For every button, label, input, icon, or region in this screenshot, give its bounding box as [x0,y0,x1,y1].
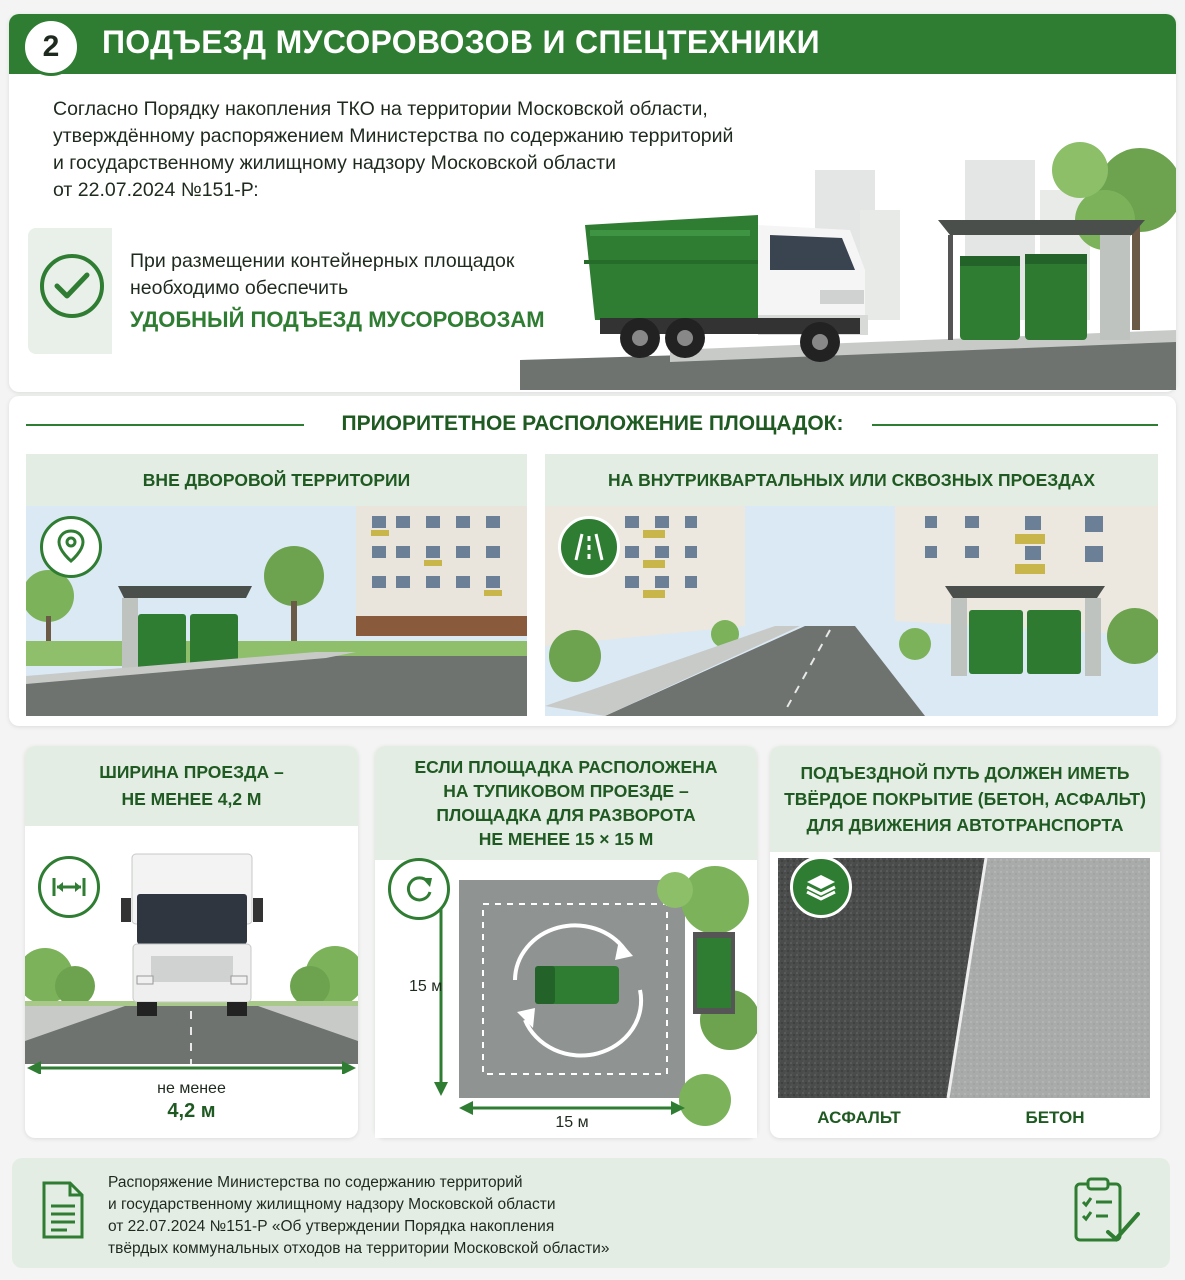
surface-title-line: ТВЁРДОЕ ПОКРЫТИЕ (БЕТОН, АСФАЛЬТ) [784,789,1146,809]
requirement-line: необходимо обеспечить [130,277,349,299]
outside-yard-illustration [26,506,527,716]
asphalt-label: АСФАЛЬТ [778,1100,940,1136]
panel-header: ВНЕ ДВОРОВОЙ ТЕРРИТОРИИ [26,454,527,506]
u-turn-icon [388,858,450,920]
width-caption-small: не менее [157,1080,226,1097]
intro-line: и государственному жилищному надзору Московской области [53,152,616,174]
panel-header: НА ВНУТРИКВАРТАЛЬНЫХ ИЛИ СКВОЗНЫХ ПРОЕЗДАХ [545,454,1158,506]
width-caption-value: 4,2 м [167,1100,216,1122]
width-card-header [25,746,358,826]
document-icon [40,1180,86,1245]
surface-title-line: ПОДЪЕЗДНОЙ ПУТЬ ДОЛЖЕН ИМЕТЬ [800,763,1130,783]
footer-line: от 22.07.2024 №151-Р «Об утверждении Порядка накопления [108,1218,555,1235]
garbage-truck-scene-illustration [520,130,1176,390]
width-title-line: НЕ МЕНЕЕ 4,2 М [121,789,262,809]
through-passage-illustration [545,506,1158,716]
page-title: ПОДЪЕЗД МУСОРОВОЗОВ И СПЕЦТЕХНИКИ [102,24,820,60]
checkmark-icon [40,254,104,318]
section-number-badge: 2 [22,18,80,76]
footer-line: Распоряжение Министерства по содержанию территорий [108,1174,523,1191]
priority-title: ПРИОРИТЕТНОЕ РАСПОЛОЖЕНИЕ ПЛОЩАДОК: [341,412,844,435]
layers-icon [790,856,852,918]
requirement-emphasis: УДОБНЫЙ ПОДЪЕЗД МУСОРОВОЗАМ [130,307,545,332]
intro-line: утверждённому распоряжением Министерства по содержанию территорий [53,125,734,147]
road-icon [558,516,620,578]
concrete-label: БЕТОН [960,1100,1150,1136]
footer-line: твёрдых коммунальных отходов на территории Московской области» [108,1240,610,1257]
surface-title-line: ДЛЯ ДВИЖЕНИЯ АВТОТРАНСПОРТА [806,815,1124,835]
turnaround-title-line: НА ТУПИКОВОМ ПРОЕЗДЕ – [443,781,689,801]
width-arrows-icon [38,856,100,918]
location-pin-icon [40,516,102,578]
turnaround-title-line: ПЛОЩАДКА ДЛЯ РАЗВОРОТА [436,805,696,825]
turnaround-title-line: НЕ МЕНЕЕ 15 × 15 М [478,829,654,849]
turnaround-title-line: ЕСЛИ ПЛОЩАДКА РАСПОЛОЖЕНА [414,757,718,777]
surface-card-header [770,746,1160,852]
footer-text [108,1172,609,1260]
width-title-line: ШИРИНА ПРОЕЗДА – [99,762,284,782]
footer-line: и государственному жилищному надзору Московской области [108,1196,556,1213]
intro-line: Согласно Порядку накопления ТКО на территории Московской области, [53,98,708,120]
requirement-text [130,248,545,333]
checklist-clipboard-icon [1072,1176,1142,1249]
intro-line: от 22.07.2024 №151-Р: [53,179,259,201]
turnaround-card-header [375,746,757,860]
requirement-line: При размещении контейнерных площадок [130,250,515,272]
turn-dim-vertical: 15 м [409,978,443,995]
turn-dim-horizontal: 15 м [555,1114,589,1131]
